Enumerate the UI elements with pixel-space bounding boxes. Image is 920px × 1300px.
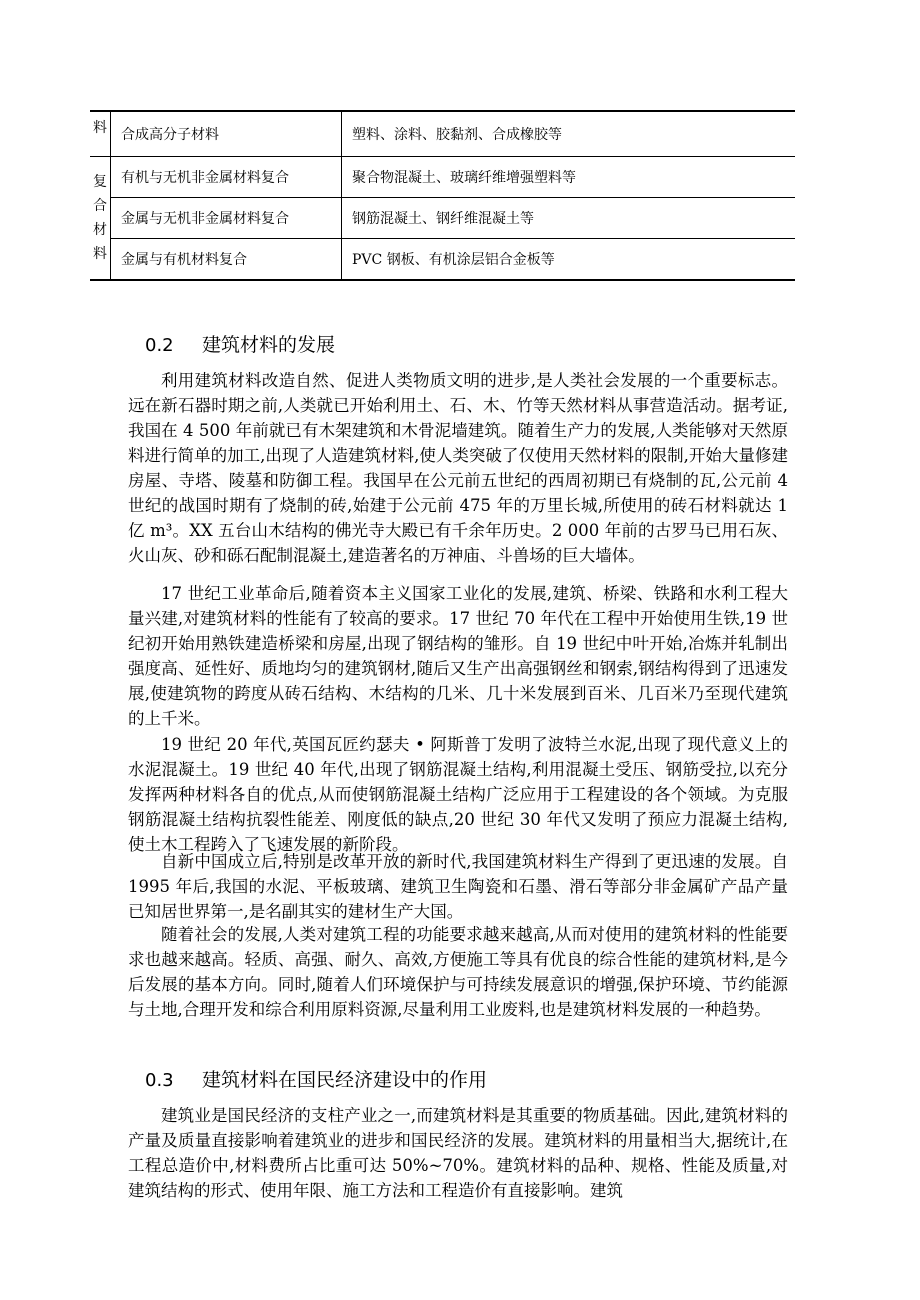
section-title: 建筑材料在国民经济建设中的作用 [202, 1069, 488, 1091]
paragraph: 自新中国成立后,特别是改革开放的新时代,我国建筑材料生产得到了更迅速的发展。自 1995 年后,我国的水泥、平板玻璃、建筑卫生陶瓷和石墨、滑石等部分非金属矿产品产量已知居世界第一,是名副其实的建材生产大国。 [128, 852, 788, 921]
section-number: 0.2 [145, 335, 174, 356]
table-row [90, 198, 795, 239]
paragraph: 17 世纪工业革命后,随着资本主义国家工业化的发展,建筑、桥梁、铁路和水利工程大量兴建,对建筑材料的性能有了较高的要求。17 世纪 70 年代在工程中开始使用生铁,19 世纪初开始用熟铁建造桥梁和房屋,出现了钢结构的雏形。自 19 世纪中叶开始,冶炼并轧制出强度高、延性好、质地均匀的建筑钢材,随后又生产出高强钢丝和钢索,钢结构得到了迅速发展,使建筑物的跨度从砖石结构、木结构的几米、几十米发展到百米、几百米乃至现代建筑的上千米。 [128, 584, 788, 728]
table-row [90, 239, 795, 281]
section-heading [145, 330, 335, 357]
table-row [90, 157, 795, 198]
paragraph: 利用建筑材料改造自然、促进人类物质文明的进步,是人类社会发展的一个重要标志。远在新石器时期之前,人类就已开始利用土、石、木、竹等天然材料从事营造活动。据考证,我国在 4 500 年前就已有木架建筑和木骨泥墙建筑。随着生产力的发展,人类能够对天然原料进行简单的加工,出现了人造建筑材料,使人类突破了仅使用天然材料的限制,开始大量修建房屋、寺塔、陵墓和防御工程。我国早在公元前五世纪的西周初期已有烧制的瓦,公元前 4 世纪的战国时期有了烧制的砖,始建于公元前 475 年的万里长城,所使用的砖石材料就达 1 亿 m³。XX 五台山木结构的佛光寺大殿已有千余年历史。2 000 年前的古罗马已用石灰、火山灰、砂和砾石配制混凝土,建造著名的万神庙、斗兽场的巨大墙体。 [128, 371, 788, 565]
materials-table [90, 110, 795, 281]
material-examples: PVC 钢板、有机涂层铝合金板等 [342, 239, 796, 281]
material-examples: 聚合物混凝土、玻璃纤维增强塑料等 [342, 157, 796, 198]
material-name: 金属与无机非金属材料复合 [111, 198, 342, 239]
category-cell: 料 [90, 111, 111, 157]
paragraph: 随着社会的发展,人类对建筑工程的功能要求越来越高,从而对使用的建筑材料的性能要求也越来越高。轻质、高强、耐久、高效,方便施工等具有优良的综合性能的建筑材料,是今后发展的基本方向。同时,随着人们环境保护与可持续发展意识的增强,保护环境、节约能源与土地,合理开发和综合利用原料资源,尽量利用工业废料,也是建筑材料发展的一种趋势。 [128, 925, 788, 1019]
paragraph: 19 世纪 20 年代,英国瓦匠约瑟夫 • 阿斯普丁发明了波特兰水泥,出现了现代意义上的水泥混凝土。19 世纪 40 年代,出现了钢筋混凝土结构,利用混凝土受压、钢筋受拉,以充分发挥两种材料各自的优点,从而使钢筋混凝土结构广泛应用于工程建设的各个领域。为克服钢筋混凝土结构抗裂性能差、刚度低的缺点,20 世纪 30 年代又发明了预应力混凝土结构,使土木工程跨入了飞速发展的新阶段。 [128, 735, 788, 854]
composite-category-label: 复合材料 [93, 174, 107, 262]
material-name: 合成高分子材料 [111, 111, 342, 157]
material-examples: 钢筋混凝土、钢纤维混凝土等 [342, 198, 796, 239]
section-number: 0.3 [145, 1070, 174, 1091]
section-title: 建筑材料的发展 [202, 334, 336, 356]
category-cell [90, 157, 111, 281]
material-examples: 塑料、涂料、胶黏剂、合成橡胶等 [342, 111, 796, 157]
table-row [90, 111, 795, 157]
section-heading [145, 1065, 487, 1092]
material-name: 有机与无机非金属材料复合 [111, 157, 342, 198]
paragraph: 建筑业是国民经济的支柱产业之一,而建筑材料是其重要的物质基础。因此,建筑材料的产量及质量直接影响着建筑业的进步和国民经济的发展。建筑材料的用量相当大,据统计,在工程总造价中,材料费所占比重可达 50%~70%。建筑材料的品种、规格、性能及质量,对建筑结构的形式、使用年限、施工方法和工程造价有直接影响。建筑 [128, 1106, 788, 1200]
material-name: 金属与有机材料复合 [111, 239, 342, 281]
